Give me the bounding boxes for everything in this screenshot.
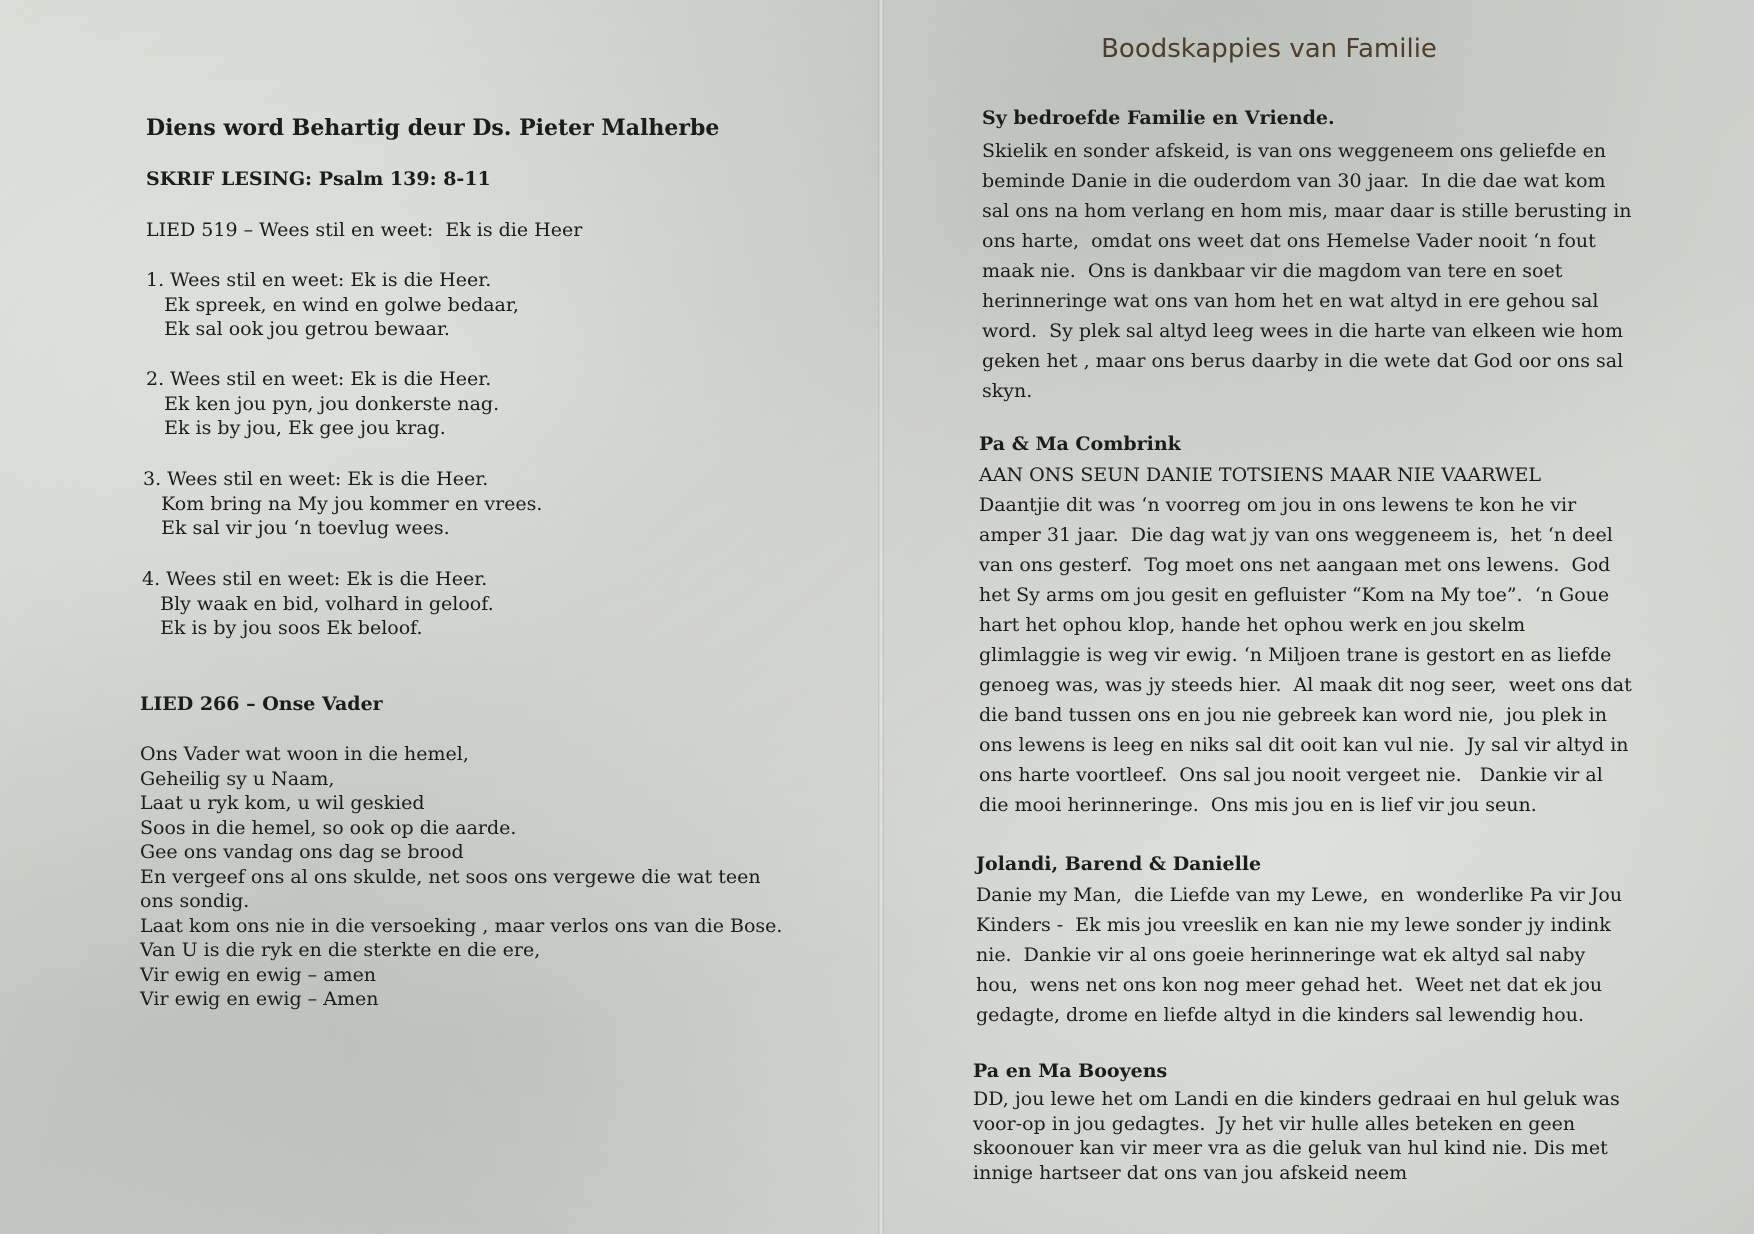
scripture-reading: SKRIF LESING: Psalm 139: 8-11 [146,168,491,190]
message-1-from: Sy bedroefde Familie en Vriende. [982,107,1335,129]
hymn-stanza-4: 4. Wees stil en weet: Ek is die Heer. Bly waak en bid, volhard in geloof. Ek is by jou soos Ek beloof. [142,568,494,639]
lords-prayer-text: Ons Vader wat woon in die hemel, Geheilig sy u Naam, Laat u ryk kom, u wil geskied Soos in die hemel, so ook op die aarde. Gee ons vandag ons dag se brood En vergeef ons al ons skulde, net soos ons vergewe die wat teen ons sondig. Laat kom ons nie in die versoeking , maar verlos ons van die Bose. Van U is die ryk en die sterkte en die ere, Vir ewig en ewig – amen Vir ewig en ewig – Amen [140,743,783,1010]
message-4-from: Pa en Ma Booyens [973,1060,1168,1082]
hymn-stanza-3: 3. Wees stil en weet: Ek is die Heer. Kom bring na My jou kommer en vrees. Ek sal vir jou ‘n toevlug wees. [143,468,543,539]
hymn-stanza-1: 1. Wees stil en weet: Ek is die Heer. Ek spreek, en wind en golwe bedaar, Ek sal ook jou getrou bewaar. [146,269,519,340]
service-officiant-heading: Diens word Behartig deur Ds. Pieter Malherbe [146,115,720,141]
page-title: Boodskappies van Familie [1101,34,1437,64]
message-4-text: DD, jou lewe het om Landi en die kinders gedraai en hul geluk was voor-op in jou gedagtes. Jy het vir hulle alles beteken en geen skoonouer kan vir meer vra as die geluk van hul kind nie. Dis met innige hartseer dat ons van jou afskeid neem [973,1088,1620,1184]
message-1-text: Skielik en sonder afskeid, is van ons weggeneem ons geliefde en beminde Danie in die ouderdom van 30 jaar. In die dae wat kom sal ons na hom verlang en hom mis, maar daar is stille berusting in ons harte, omdat ons weet dat ons Hemelse Vader nooit ‘n fout maak nie. Ons is dankbaar vir die magdom van tere en soet herinneringe wat ons van hom het en wat altyd in ere gehou sal word. Sy plek sal altyd leeg wees in die harte van elkeen wie hom geken het , maar ons berus daarby in die wete dat God oor ons sal skyn. [982,140,1632,402]
message-3-text: Danie my Man, die Liefde van my Lewe, en wonderlike Pa vir Jou Kinders - Ek mis jou vreeslik en kan nie my lewe sonder jy indink nie. Dankie vir al ons goeie herinneringe wat ek altyd sal naby hou, wens net ons kon nog meer gehad het. Weet net dat ek jou gedagte, drome en liefde altyd in die kinders sal lewendig hou. [976,884,1623,1026]
hymn-stanza-2: 2. Wees stil en weet: Ek is die Heer. Ek ken jou pyn, jou donkerste nag. Ek is by jou, Ek gee jou krag. [146,368,500,439]
message-2-text: AAN ONS SEUN DANIE TOTSIENS MAAR NIE VAARWEL Daantjie dit was ‘n voorreg om jou in ons lewens te kon he vir amper 31 jaar. Die dag wat jy van ons weggeneem is, het ‘n deel van ons gesterf. Tog moet ons net aangaan met ons lewens. God het Sy arms om jou gesit en gefluister “Kom na My toe”. ‘n Goue hart het ophou klop, hande het ophou werk en jou skelm glimlaggie is weg vir ewig. ‘n Miljoen trane is gestort en as liefde genoeg was, was jy steeds hier. Al maak dit nog seer, weet ons dat die band tussen ons en jou nie gebreek kan word nie, jou plek in ons lewens is leeg en niks sal dit ooit kan vul nie. Jy sal vir altyd in ons harte voortleef. Ons sal jou nooit vergeet nie. Dankie vir al die mooi herinneringe. Ons mis jou en is lief vir jou seun. [979,464,1632,816]
hymn-266-title: LIED 266 – Onse Vader [140,693,383,715]
right-page [884,0,1754,1234]
message-2-from: Pa & Ma Combrink [979,433,1181,455]
message-3-from: Jolandi, Barend & Danielle [976,853,1262,875]
hymn-519-title: LIED 519 – Wees stil en weet: Ek is die Heer [146,219,583,241]
